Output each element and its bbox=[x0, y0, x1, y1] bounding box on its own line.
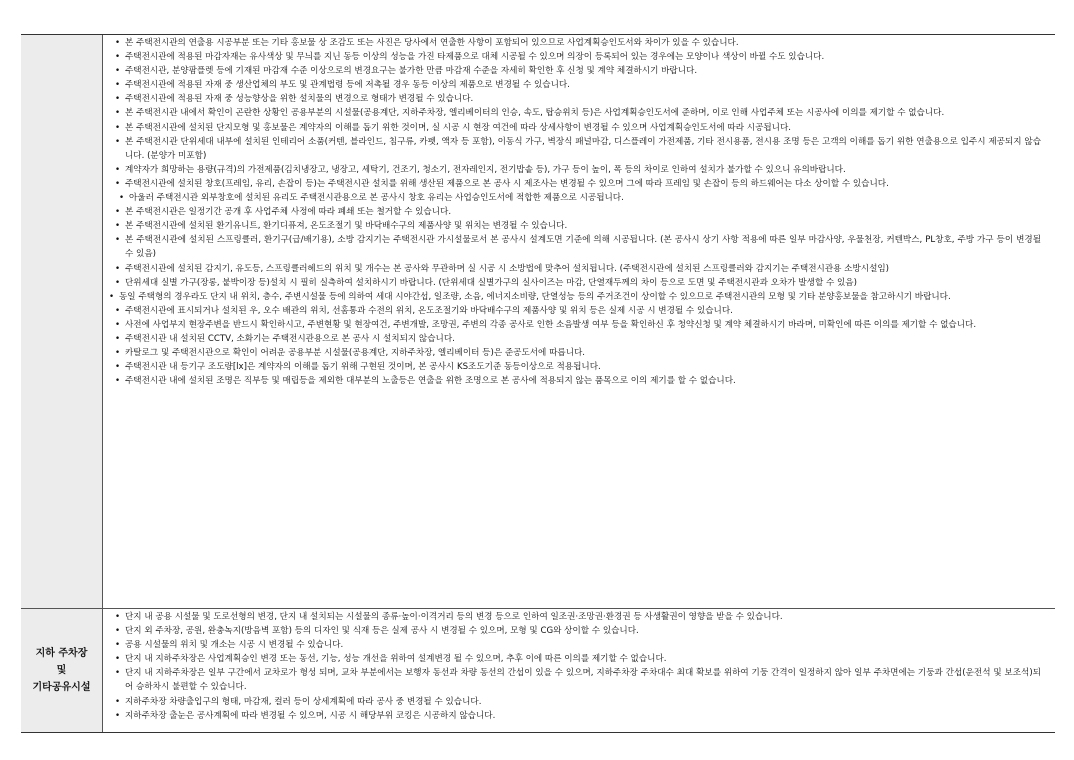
notice-item: • 주택전시관에 적용된 자재 중 생산업체의 부도 및 관계법령 등에 저촉될 경우 동등 이상의 제품으로 변경될 수 있습니다. bbox=[113, 78, 1045, 92]
bullet-icon: • bbox=[115, 640, 121, 651]
bullet-icon: • bbox=[115, 612, 121, 622]
notice-item: • 본 주택전시관에 설치된 환기유니트, 환기디퓨져, 온도조절기 및 바닥배수구의 제품사양 및 위치는 변경될 수 있습니다. bbox=[113, 219, 1045, 233]
bullet-icon: • bbox=[115, 710, 121, 721]
section-label-line: 기타공유시설 bbox=[32, 682, 91, 693]
notice-item: • 공용 시설물의 위치 및 개소는 시공 시 변경될 수 있습니다. bbox=[113, 638, 1045, 652]
notice-item: • 본 주택전시관에 설치된 스프링클러, 환기구(급/배기용), 소방 감지기는 주택전시관 가시설물로서 본 공사시 설계도면 기준에 의해 시공됩니다. (본 공사시 상기 사항 적용에 따른 일부 마감사양, 우물천장, 커텐박스, PL창호, 주방 가구 등이 변경될 수 있음) bbox=[115, 235, 1041, 260]
notice-item: • 사전에 사업부지 현장주변을 반드시 확인하시고, 주변현황 및 현장여건, 주변개발, 조망권, 주변의 각종 공사로 인한 소음발생 여부 등을 확인하신 후 청약신청 및 계약 체결하시기 바라며, 미확인에 따른 이의를 제기할 수 없습니다. bbox=[113, 318, 1045, 332]
bullet-icon: • bbox=[115, 696, 121, 707]
notice-item: • 본 주택전시관에 설치된 단지모형 및 홍보물은 계약자의 이해를 돕기 위한 것이며, 실 시공 시 현장 여건에 따라 상세사항이 변경될 수 있으며 사업계획승인도서에 따라 시공됩니다. bbox=[113, 121, 1045, 135]
bullet-icon: • bbox=[115, 164, 121, 175]
bullet-icon: • bbox=[115, 362, 121, 373]
bullet-icon: • bbox=[115, 38, 121, 48]
notice-item: • 단지 내 지하주차장은 사업계획승인 변경 또는 동선, 기능, 성능 개선을 위하여 설계변경 될 수 있으며, 추후 이에 따른 이의를 제기할 수 없습니다. bbox=[113, 652, 1045, 666]
notice-item: • 주택전시관, 분양팜플렛 등에 기재된 마감재 수준 이상으로의 변경요구는 불가한 만큼 마감재 수준을 자세히 확인한 후 신청 및 계약 체결하시기 바랍니다. bbox=[113, 64, 1045, 78]
notice-item: • 주택전시관 내 설치된 CCTV, 소화기는 주택전시관용으로 본 공사 시 설치되지 않습니다. bbox=[113, 332, 1045, 346]
notice-item: • 동일 주택형의 경우라도 단지 내 위치, 층수, 주변시설물 등에 의하여 세대 시야간섭, 일조량, 소음, 에너지소비량, 단열성능 등의 주거조건이 상이할 수 있으므로 주택전시관의 모형 및 기타 분양홍보물을 참고하시기 바랍니다. bbox=[107, 290, 1045, 304]
bullet-icon: • bbox=[115, 221, 121, 232]
notice-item: • 본 주택전시관 단위세대 내부에 설치된 인테리어 소품(커텐, 블라인드, 침구류, 카펫, 액자 등 포함), 이동식 가구, 벽장식 패널마감, 디스플레이 가전제품, 기타 전시용품, 전시용 조명 등은 고객의 이해를 돕기 위한 연출용으로 입주시 제공되지 않습니다. (분양가 미포함) bbox=[115, 136, 1041, 161]
bullet-icon: • bbox=[115, 348, 121, 359]
bullet-icon: • bbox=[115, 108, 121, 119]
section-showroom bbox=[21, 35, 1055, 609]
notice-item: • 아울러 주택전시관 외부창호에 설치된 유리도 주택전시관용으로 본 공사시 창호 유리는 사업승인도서에 적합한 제품으로 시공됩니다. bbox=[117, 191, 1045, 205]
bullet-icon: • bbox=[115, 277, 121, 288]
bullet-icon: • bbox=[115, 626, 121, 637]
notice-item: • 본 주택전시관은 일정기간 공개 후 사업주체 사정에 따라 폐쇄 또는 철거할 수 있습니다. bbox=[113, 205, 1045, 219]
notice-item: • 본 주택전시관의 연출용 시공부분 또는 기타 홍보물 상 조감도 또는 사진은 당사에서 연출한 사항이 포함되어 있으므로 사업계획승인도서와 차이가 있을 수 있습니다. bbox=[113, 36, 1045, 50]
notice-item: • 단지 외 주차장, 공원, 완충녹지(방음벽 포함) 등의 디자인 및 식재 등은 실제 공사 시 변경될 수 있으며, 모형 및 CG와 상이할 수 있습니다. bbox=[113, 624, 1045, 638]
bullet-icon: • bbox=[115, 136, 121, 147]
notice-item: • 주택전시관 내에 설치된 조명은 직부등 및 매립등을 제외한 대부분의 노출등은 연출을 위한 조명으로 본 공사에 적용되지 않는 품목으로 이의 제기를 할 수 없습니다. bbox=[113, 374, 1045, 388]
notice-item: • 계약자가 희망하는 용량(규격)의 가전제품(김치냉장고, 냉장고, 세탁기, 건조기, 청소기, 전자레인지, 전기밥솥 등), 가구 등이 높이, 폭 등의 차이로 인하여 설치가 불가할 수 있으니 유의바랍니다. bbox=[113, 163, 1045, 177]
bullet-icon: • bbox=[115, 178, 121, 189]
parking-notice-list bbox=[103, 609, 1055, 732]
bullet-icon: • bbox=[115, 319, 121, 330]
bullet-icon: • bbox=[115, 94, 121, 105]
bullet-icon: • bbox=[115, 122, 121, 133]
section-label-cell bbox=[21, 609, 103, 732]
bullet-icon: • bbox=[115, 207, 121, 218]
bullet-icon: • bbox=[115, 66, 121, 77]
notice-item: • 단위세대 실별 가구(장롱, 붙박이장 등)설치 시 필히 실측하여 설치하시기 바랍니다. (단위세대 실별가구의 실사이즈는 마감, 단열재두께의 차이 등으로 도면 및 주택전시관과 오차가 발생할 수 있음) bbox=[113, 276, 1045, 290]
bullet-icon: • bbox=[115, 654, 121, 665]
notice-item: • 본 주택전시관 내에서 확인이 곤란한 상황인 공용부분의 시설물(공용계단, 지하주차장, 엘리베이터의 인승, 속도, 탑승위치 등)은 사업계획승인도서에 준하며, 이로 인해 사업주체 또는 시공사에 이의를 제기할 수 없습니다. bbox=[113, 106, 1045, 120]
notice-item: • 지하주차장 출눈은 공사계획에 따라 변경될 수 있으며, 시공 시 해당부위 코킹은 시공하지 않습니다. bbox=[113, 709, 1045, 723]
notice-item: • 단지 내 지하주차장은 일부 구간에서 교차로가 형성 되며, 교차 부분에서는 보행자 동선과 차량 동선의 간섭이 있을 수 있으며, 지하주차장 주차대수 최대 확보를 위하여 기둥 간격이 일정하지 않아 일부 주차면에는 기둥과 간섭(운전석 및 보조석)되어 승하차시 불편할 수 있습니다. bbox=[115, 668, 1041, 693]
section-label bbox=[33, 645, 91, 696]
section-parking bbox=[21, 609, 1055, 732]
notice-item: • 주택전시관에 적용된 자재 중 성능향상을 위한 설치물의 변경으로 형태가 변경될 수 있습니다. bbox=[113, 92, 1045, 106]
bullet-icon: • bbox=[115, 305, 121, 316]
bullet-icon: • bbox=[119, 193, 125, 204]
bullet-icon: • bbox=[115, 668, 121, 679]
section-label-line: 및 bbox=[56, 665, 67, 676]
notice-item: • 주택전시관에 설치된 감지기, 유도등, 스프링클러헤드의 위치 및 개수는 본 공사와 무관하며 실 시공 시 소방법에 맞추어 설치됩니다. (주택전시관에 설치된 스프링클러와 감지기는 주택전시관용 소방시설임) bbox=[113, 262, 1045, 276]
notice-table bbox=[21, 34, 1055, 733]
section-label-line: 지하 주차장 bbox=[35, 648, 88, 659]
notice-item: • 주택전시관 내 등기구 조도량[lx]은 계약자의 이해를 돕기 위해 구현된 것이며, 본 공사시 KS조도기준 동등이상으로 적용됩니다. bbox=[113, 360, 1045, 374]
notice-item: • 지하주차장 차량출입구의 형태, 마감재, 컬러 등이 상세계획에 따라 공사 중 변경될 수 있습니다. bbox=[113, 695, 1045, 709]
notice-item: • 단지 내 공용 시설물 및 도로선형의 변경, 단지 내 설치되는 시설물의 종류·높이·이격거리 등의 변경 등으로 인하여 일조권·조망권·환경권 등 사생활권이 영향을 받을 수 있습니다. bbox=[113, 610, 1045, 624]
notice-item: • 카탈로그 및 주택전시관으로 확인이 어려운 공용부분 시설물(공용계단, 지하주차장, 엘리베이터 등)은 준공도서에 따릅니다. bbox=[113, 346, 1045, 360]
notice-item: • 주택전시관에 표시되거나 설치된 우, 오수 배관의 위치, 선홈통과 수전의 위치, 온도조절기와 바닥배수구의 제품사양 및 위치 등은 실제 시공 시 변경될 수 있습니다. bbox=[113, 304, 1045, 318]
section-label-cell bbox=[21, 35, 103, 608]
bullet-icon: • bbox=[115, 235, 121, 246]
bullet-icon: • bbox=[115, 80, 121, 91]
notice-item: • 주택전시관에 적용된 마감자재는 유사색상 및 무늬를 지닌 동등 이상의 성능을 가진 타제품으로 대체 시공될 수 있으며 의장이 등록되어 있는 경우에는 모양이나 색상이 바뀔 수도 있습니다. bbox=[113, 50, 1045, 64]
bullet-icon: • bbox=[109, 291, 115, 302]
bullet-icon: • bbox=[115, 263, 121, 274]
notice-item: • 주택전시관에 설치된 창호(프레임, 유리, 손잡이 등)는 주택전시관 설치를 위해 생산된 제품으로 본 공사 시 제조사는 변경될 수 있으며 그에 따라 프레임 및 손잡이 등의 하드웨어는 다소 상이할 수 있습니다. bbox=[113, 177, 1045, 191]
bullet-icon: • bbox=[115, 333, 121, 344]
showroom-notice-list bbox=[103, 35, 1055, 608]
bullet-icon: • bbox=[115, 52, 121, 63]
bullet-icon: • bbox=[115, 376, 121, 387]
